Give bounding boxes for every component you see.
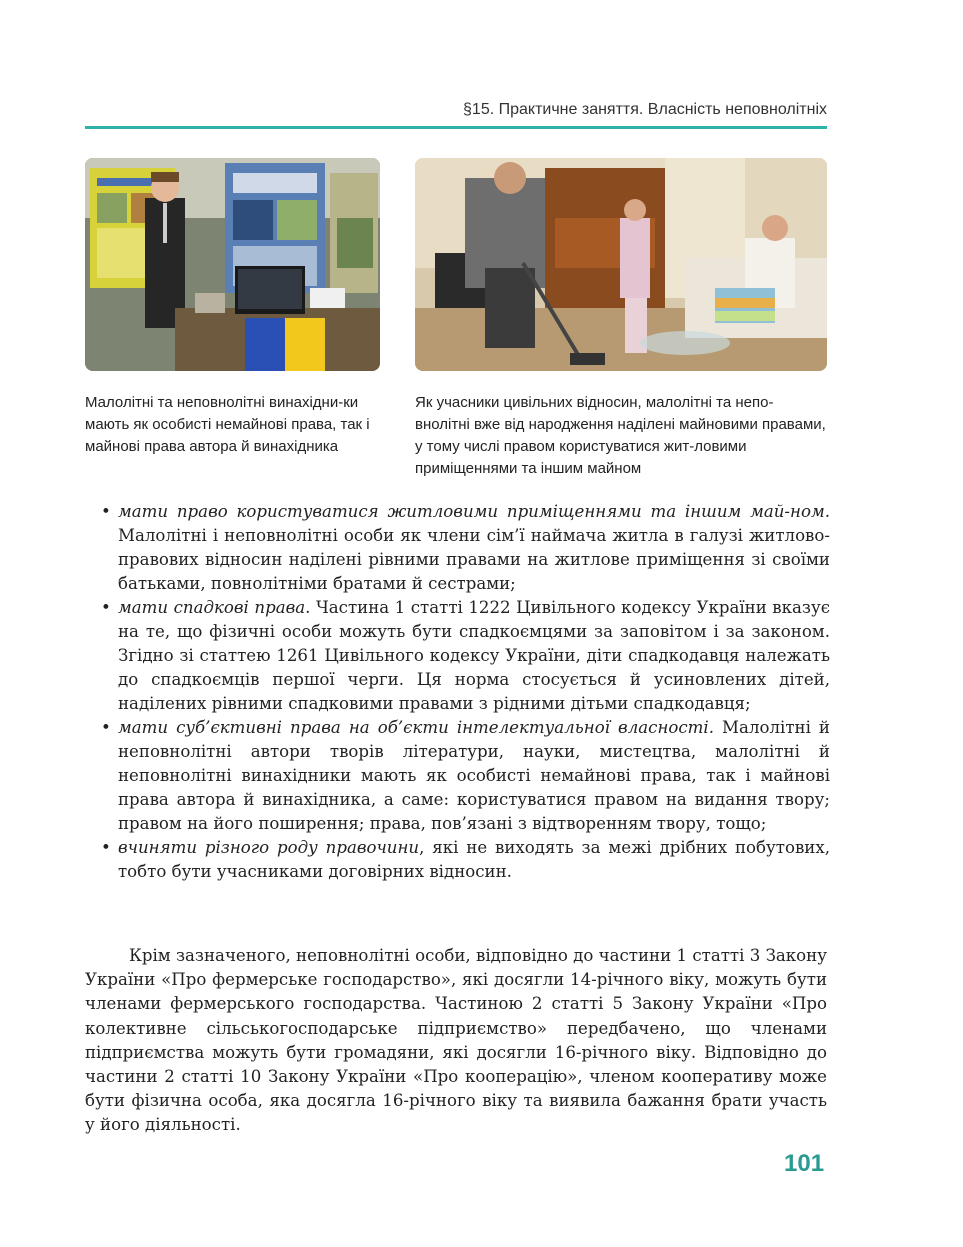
- body-paragraph: Крім зазначеного, неповнолітні особи, відповідно до частини 1 статті 3 Закону України «Про фермерське господарство», які досягли 14-річного віку, можуть бути членами фермерського господарства. Частиною 2 статті 5 Закону України «Про колективне сільськогосподарське підприємство» передбачено, що членами підприємства можуть бути громадяни, які досягли 16-річного віку. Відповідно до частини 2 статті 10 Закону України «Про кооперацію», членом кооперативу може бути фізична особа, яка досягла 16-річного віку та виявила бажання брати участь у його діяльності.: [85, 946, 827, 1135]
- list-item-term: вчиняти різного роду правочини: [118, 838, 420, 857]
- bullet-icon: •: [101, 502, 111, 521]
- list-item-term: мати спадкові права.: [118, 598, 311, 617]
- family-home-illustration: [415, 158, 827, 371]
- photo-family-home: [415, 158, 827, 371]
- young-inventor-illustration: [85, 158, 380, 371]
- figure-caption-2: Як учасники цивільних відносин, малолітні та непо-внолітні вже від народження наділені майновими правами, у тому числі правом користуватися жит-ловими приміщеннями та іншим майном: [415, 394, 826, 477]
- header-title: §15. Практичне заняття. Власність неповнолітніх: [463, 101, 827, 118]
- list-item-text: , які не виходять за межі дрібних побутових, тобто бути учасниками договірних відносин.: [118, 838, 830, 881]
- list-item: [103, 596, 830, 716]
- list-item-term: мати право користуватися житловими приміщеннями та іншим май-ном.: [118, 502, 830, 521]
- bullet-icon: •: [101, 598, 111, 617]
- page-number: 101: [784, 1150, 825, 1177]
- list-item-text: Малолітні й неповнолітні автори творів літератури, науки, мистецтва, малолітні й неповнолітні винахідники мають як особисті немайнові права, так і майнові права автора й винахідника, а саме: користуватися правом на видання твору; правом на його поширення; права, пов’язані з відтворенням твору, тощо;: [118, 718, 830, 833]
- list-item: [103, 836, 830, 884]
- list-item: [103, 716, 830, 836]
- rights-list: [103, 500, 830, 884]
- list-item: [103, 500, 830, 596]
- list-item-term: мати суб’єктивні права на об’єкти інтелектуальної власності.: [118, 718, 714, 737]
- bullet-icon: •: [101, 838, 111, 857]
- list-item-text: Частина 1 статті 1222 Цивільного кодексу України вказує на те, що фізичні особи можуть бути спадкоємцями за заповітом і за законом. Згідно зі статтею 1261 Цивільного кодексу України, діти спадкодавця належать до спадкоємців першої черги. Ця норма стосується й усиновлених дітей, наділених рівними спадковими правами з рідними дітьми спадкодавця;: [118, 598, 831, 713]
- list-item-text: Малолітні і неповнолітні особи як члени сім’ї наймача житла в галузі житлово-правових відносин наділені рівними правами на житлове приміщення зі своїми батьками, повнолітніми братами й сестрами;: [118, 526, 830, 593]
- photo-young-inventor: [85, 158, 380, 371]
- figure-caption-1: Малолітні та неповнолітні винахідни-ки мають як особисті немайнові права, так і майнові права автора й винахідника: [85, 394, 370, 455]
- bullet-icon: •: [101, 718, 111, 737]
- running-header: [85, 100, 827, 129]
